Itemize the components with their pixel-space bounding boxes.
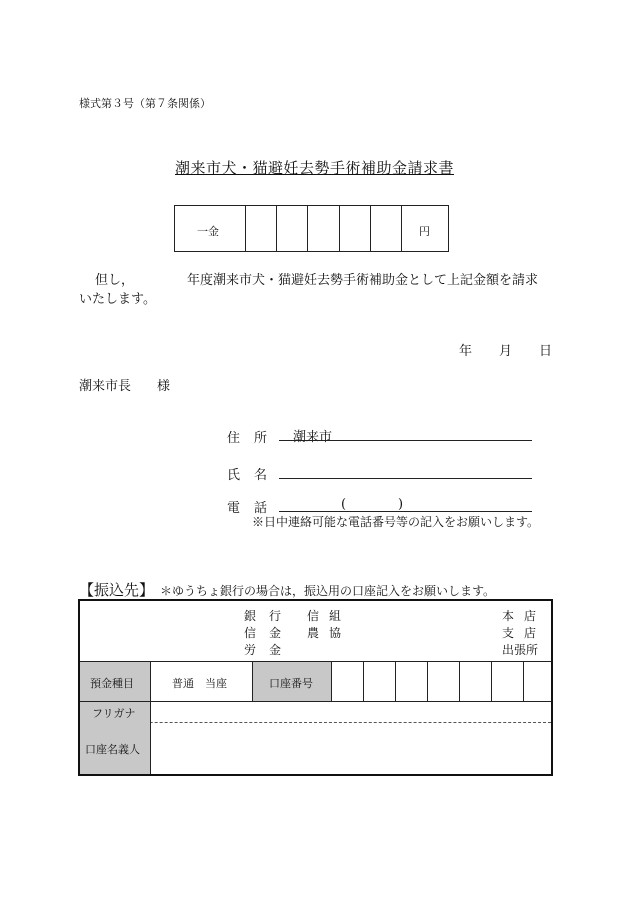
furigana-label: フリガナ — [92, 707, 136, 720]
bank-type-char: 信 — [244, 626, 257, 640]
bank-type-char: 金 — [269, 626, 282, 640]
holder-label: 口座名義人 — [85, 743, 140, 756]
body-text-rest: 年度潮来市犬・猫避妊去勢手術補助金として上記金額を請求 — [187, 273, 539, 288]
amount-digit-cell[interactable] — [245, 206, 276, 251]
address-label-char: 所 — [254, 431, 268, 446]
account-digit-divider — [491, 661, 492, 701]
body-text-line2: いたします。 — [79, 292, 156, 307]
document-title: 潮来市犬・猫避妊去勢手術補助金請求書 — [175, 159, 455, 177]
name-label-char: 氏 — [227, 468, 241, 483]
address-label-char: 住 — [227, 431, 241, 446]
phone-paren-close: ) — [398, 497, 404, 512]
deposit-type-label: 預金種目 — [90, 677, 134, 690]
phone-field[interactable] — [279, 511, 532, 512]
addressee: 潮来市長 様 — [79, 379, 171, 394]
account-digit-divider — [427, 661, 428, 701]
bank-type-char: 行 — [269, 609, 282, 623]
form-number: 様式第３号（第７条関係） — [79, 97, 211, 110]
phone-label-char: 電 — [227, 501, 241, 516]
amount-prefix: 一金 — [197, 225, 219, 238]
account-number-label: 口座番号 — [269, 677, 313, 690]
branch-type-char: 支 — [502, 626, 515, 640]
account-digit-divider — [395, 661, 396, 701]
bank-type-char: 農 — [307, 626, 320, 640]
account-digit-divider — [523, 661, 524, 701]
amount-digit-cell[interactable] — [370, 206, 401, 251]
account-digit-divider — [459, 661, 460, 701]
phone-label-char: 話 — [254, 501, 268, 516]
transfer-table — [78, 599, 553, 776]
phone-paren-open: ( — [341, 497, 347, 512]
amount-digit-cell[interactable] — [339, 206, 370, 251]
column-divider — [252, 661, 253, 701]
bank-type-char: 労 — [244, 643, 257, 657]
name-label-char: 名 — [254, 468, 268, 483]
date-day-label: 日 — [539, 344, 553, 359]
amount-unit: 円 — [419, 225, 430, 238]
bank-type-char: 銀 — [244, 609, 257, 623]
amount-box — [174, 205, 449, 252]
deposit-type-options[interactable]: 普通 当座 — [172, 677, 227, 690]
column-divider — [150, 661, 151, 774]
branch-type-office: 出張所 — [502, 643, 539, 657]
address-value: 潮来市 — [293, 430, 333, 445]
branch-type-char: 店 — [524, 609, 537, 623]
address-field[interactable] — [279, 440, 532, 441]
account-digit-divider — [363, 661, 364, 701]
column-divider — [331, 661, 332, 701]
transfer-heading: 【振込先】 — [79, 581, 155, 599]
branch-type-char: 本 — [502, 609, 515, 623]
bank-type-char: 金 — [269, 643, 282, 657]
amount-digit-cell[interactable] — [307, 206, 339, 251]
bank-type-char: 信 — [307, 609, 320, 623]
body-text-start: 但し， — [95, 273, 135, 288]
bank-type-char: 協 — [329, 626, 342, 640]
name-field[interactable] — [279, 478, 532, 479]
amount-digit-cell[interactable] — [276, 206, 307, 251]
date-year-label: 年 — [459, 344, 473, 359]
date-month-label: 月 — [499, 344, 513, 359]
branch-type-char: 店 — [524, 626, 537, 640]
transfer-note: ＊ゆうちょ銀行の場合は，振込用の口座記入をお願いします。 — [160, 584, 496, 598]
bank-type-char: 組 — [329, 609, 342, 623]
phone-note: ※日中連絡可能な電話番号等の記入をお願いします。 — [252, 515, 540, 529]
